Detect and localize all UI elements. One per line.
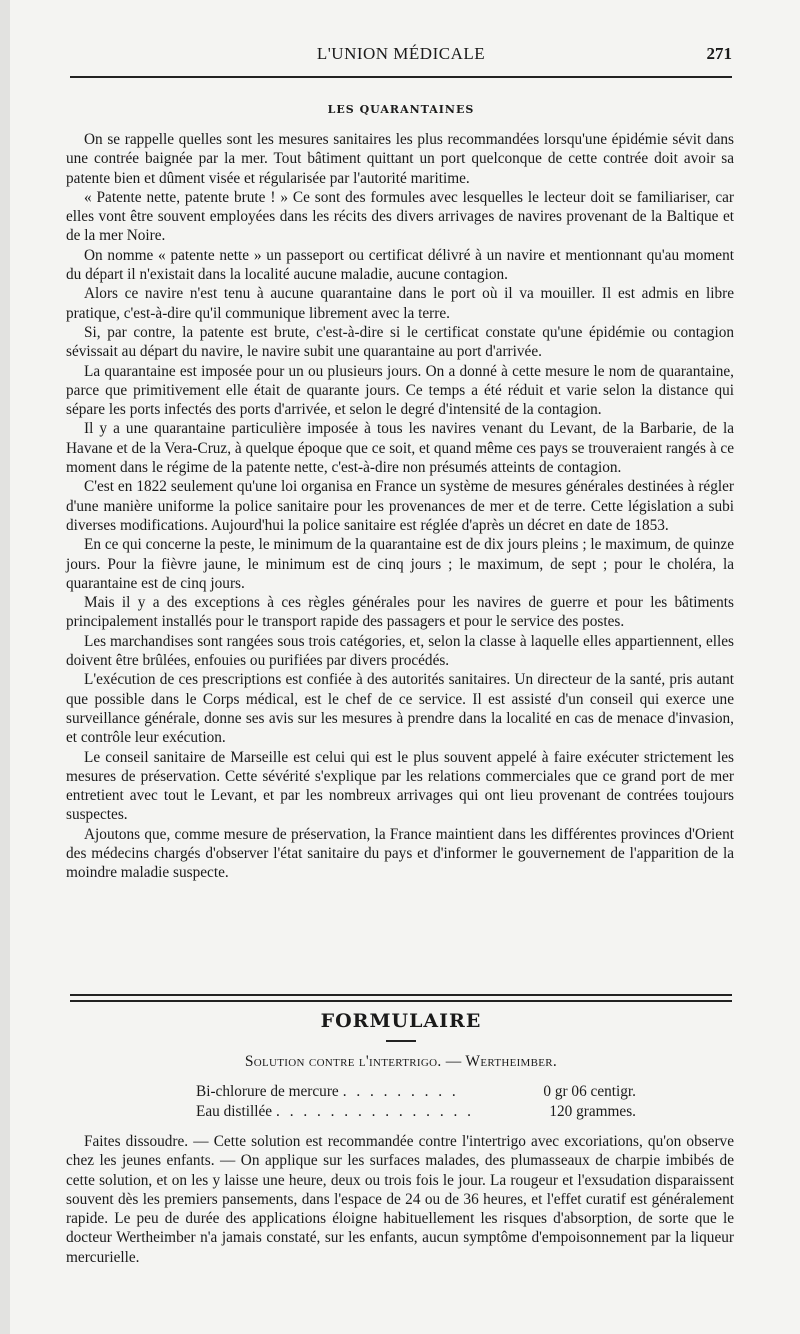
paragraph: En ce qui concerne la peste, le minimum de la quarantaine est de dix jours pleins ; le maximum, de quinze jours. Pour la fièvre jaune, le minimum est de cinq jours ; le maximum, de sept ; pour le choléra, la quarantaine est de cinq jours.: [66, 536, 734, 592]
paragraph: Si, par contre, la patente est brute, c'est-à-dire si le certificat constate qu'une épidémie ou contagion sévissait au départ du navire, le navire subit une quarantaine au port d'arrivée.: [66, 323, 734, 361]
ingredient-row: [196, 1102, 636, 1122]
page-header: [70, 44, 732, 74]
ingredient-list: [196, 1082, 636, 1122]
paragraph: Les marchandises sont rangées sous trois catégories, et, selon la classe à laquelle elles appartiennent, elles doivent être brûlées, enfouies ou purifiées par divers procédés.: [66, 632, 734, 670]
section-title: LES QUARANTAINES: [327, 103, 475, 116]
ingredient-row: [196, 1082, 636, 1102]
leader-dots: . . . . . . . . . . . . . . .: [276, 1103, 474, 1120]
paragraph: On se rappelle quelles sont les mesures sanitaires les plus recommandées lorsqu'une épidémie sévit dans une contrée baignée par la mer. Tout bâtiment quittant un port quelconque de cette contrée doit avoir sa patente bien et dûment visée et régularisée par l'autorité maritime.: [66, 131, 734, 187]
short-rule: [386, 1040, 416, 1042]
ingredient-name: Bi-chlorure de mercure: [196, 1083, 339, 1100]
ingredient-quantity: 0 gr 06 centigr.: [543, 1083, 636, 1100]
formulaire-title: FORMULAIRE: [320, 1010, 482, 1032]
recipe-title: Solution contre l'intertrigo. — Wertheimber.: [244, 1053, 558, 1070]
ingredient-quantity: 120 grammes.: [549, 1103, 636, 1120]
section-divider: [70, 994, 732, 1002]
paragraph: La quarantaine est imposée pour un ou plusieurs jours. On a donné à cette mesure le nom de quarantaine, parce que primitivement elle était de quarante jours. Ce temps a été réduit et varie selon la distance qui sépare les ports infectés des ports d'arrivée, et selon le degré d'intensité de la contagion.: [66, 362, 734, 419]
ingredient-name: Eau distillée: [196, 1103, 273, 1120]
paragraph: Mais il y a des exceptions à ces règles générales pour les navires de guerre et pour les bâtiments principalement installés pour le transport rapide des passagers et pour le service des postes.: [66, 594, 734, 631]
paragraph: Le conseil sanitaire de Marseille est celui qui est le plus souvent appelé à faire exécuter strictement les mesures de préservation. Cette sévérité s'explique par les relations commerciales que ce grand port de mer entretient avec tout le Levant, et par les nombreux arrivages qui ont lieu provenant de contrées toujours suspectes.: [66, 748, 734, 824]
paragraph: L'exécution de ces prescriptions est confiée à des autorités sanitaires. Un directeur de la santé, pris autant que possible dans le Corps médical, est le chef de ce service. Il est assisté d'un conseil qui exerce une surveillance générale, donne ses avis sur les mesures à prendre dans la localité en cas de menace d'invasion, et contrôle leur exécution.: [66, 671, 734, 747]
journal-title: L'UNION MÉDICALE: [316, 44, 486, 63]
page-number: 271: [706, 44, 732, 63]
paragraph: « Patente nette, patente brute ! » Ce sont des formules avec lesquelles le lecteur doit se familiariser, car elles vont être souvent employées dans les récits des divers arrivages de navires provenant de la Baltique et de la mer Noire.: [66, 188, 734, 245]
article-body: [66, 130, 734, 883]
header-rule: [70, 76, 732, 78]
leader-dots: . . . . . . . . .: [342, 1083, 459, 1100]
paragraph: Faites dissoudre. — Cette solution est recommandée contre l'intertrigo avec excoriations, qu'on observe chez les jeunes enfants. — On applique sur les surfaces malades, des plumasseaux de charpie imbibés de cette solution, et on les y laisse une heure, deux ou trois fois le jour. La rougeur et l'exsudation disparaissent souvent dès les premiers pansements, dans l'espace de 24 ou de 36 heures, et l'effet curatif est généralement rapide. Le peu de durée des applications éloigne habituellement les risques d'absorption, de sorte que le docteur Wertheimber n'a jamais constaté, sur les enfants, aucun symptôme d'empoisonnement par la liqueur mercurielle.: [66, 1133, 734, 1266]
formulaire-body: [66, 1132, 734, 1267]
paragraph: Il y a une quarantaine particulière imposée à tous les navires venant du Levant, de la Barbarie, de la Havane et de la Vera-Cruz, à quelque époque que ce soit, et quand même ces pays se trouveraient rangés à ce moment dans le régime de la patente nette, c'est-à-dire non présumés atteints de contagion.: [66, 420, 734, 477]
paragraph: Alors ce navire n'est tenu à aucune quarantaine dans le port où il va mouiller. Il est admis en libre pratique, c'est-à-dire qu'il communique librement avec la terre.: [66, 285, 734, 322]
paragraph: On nomme « patente nette » un passeport ou certificat délivré à un navire et mentionnant qu'au moment du départ il n'existait dans la localité aucune maladie, aucune contagion.: [66, 246, 734, 284]
paragraph: C'est en 1822 seulement qu'une loi organisa en France un système de mesures générales destinées à régler d'une manière uniforme la police sanitaire pour les provenances de mer et de terre. Cette législation a subi diverses modifications. Aujourd'hui la police sanitaire est réglée d'après un décret en date de 1853.: [66, 478, 734, 534]
paragraph: Ajoutons que, comme mesure de préservation, la France maintient dans les différentes provinces d'Orient des médecins chargés d'observer l'état sanitaire du pays et d'informer le gouvernement de l'apparition de la moindre maladie suspecte.: [66, 825, 734, 882]
